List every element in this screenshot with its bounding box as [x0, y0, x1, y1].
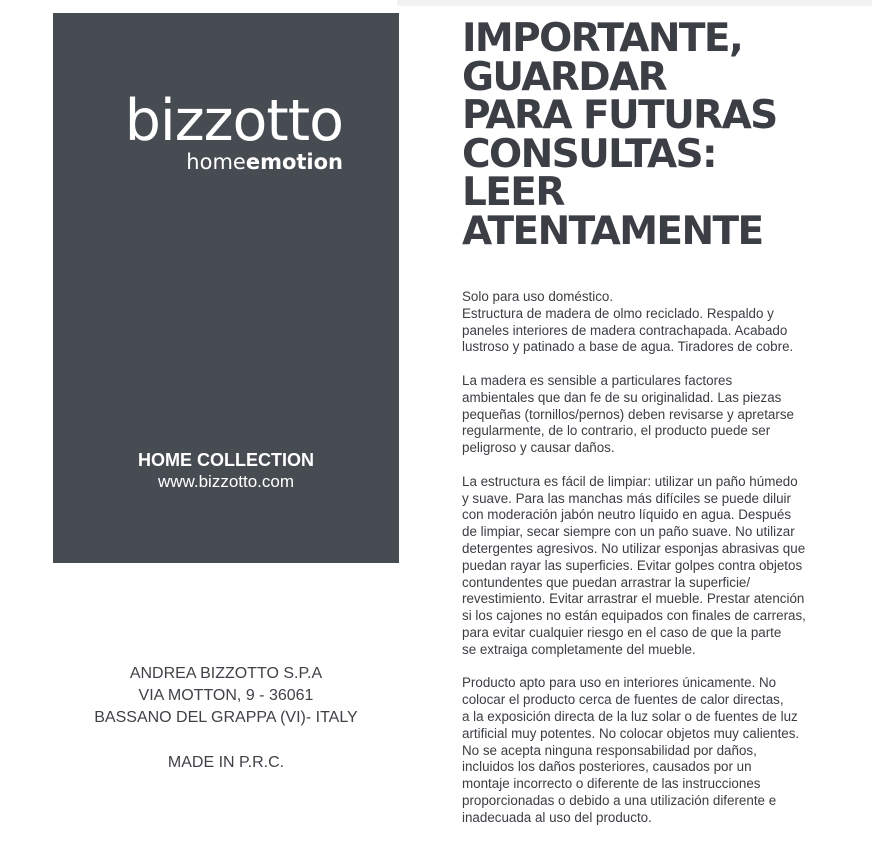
text-line: La madera es sensible a particulares factores [462, 372, 733, 388]
text-line: peligroso y causar daños. [462, 440, 615, 456]
subbrand-light: home [186, 150, 246, 174]
text-line: lustroso y patinado a base de agua. Tiradores de cobre. [462, 339, 794, 355]
collection-block [53, 449, 399, 493]
text-line: La estructura es fácil de limpiar: utilizar un paño húmedo [462, 473, 798, 489]
text-line: y suave. Para las manchas más difíciles se puede diluir [462, 490, 791, 506]
text-line: colocar el producto cerca de fuentes de calor directas, [462, 692, 784, 708]
heading-line: PARA FUTURAS [462, 93, 777, 138]
heading-line: GUARDAR [462, 54, 667, 100]
brand-name: bizzotto [124, 88, 343, 154]
text-line: de limpiar, secar siempre con un paño suave. No utilizar [462, 524, 795, 540]
website-link[interactable]: www.bizzotto.com [157, 472, 295, 491]
text-line: contundentes que puedan arrastrar la superficie/ [462, 574, 751, 590]
text-line: detergentes agresivos. No utilizar esponjas abrasivas que [462, 540, 806, 556]
paragraph-wood-care [462, 373, 862, 457]
address-line: VIA MOTTON, 9 - 36061 [138, 687, 314, 704]
address-line: ANDREA BIZZOTTO S.P.A [129, 665, 323, 682]
text-line: Estructura de madera de olmo reciclado. Respaldo y [462, 305, 774, 321]
text-line: No se acepta ninguna responsabilidad por daños, [462, 742, 757, 758]
paragraph-liability [462, 675, 862, 826]
address-line: BASSANO DEL GRAPPA (VI)- ITALY [94, 709, 358, 726]
heading-line: LEER [462, 170, 564, 215]
subbrand-bold: emotion [245, 150, 343, 174]
collection-title: HOME COLLECTION [138, 450, 314, 470]
text-line: se extraiga completamente del mueble. [462, 641, 696, 657]
text-line: Solo para uso doméstico. [462, 289, 614, 304]
text-line: montaje incorrecto o diferente de las instrucciones [462, 776, 761, 792]
text-line: a la exposición directa de la luz solar o de fuentes de luz [462, 708, 798, 724]
cover-panel [53, 13, 399, 563]
paragraph-usage [462, 289, 862, 356]
text-line: revestimiento. Evitar arrastrar el mueble. Prestar atención [462, 591, 805, 607]
paragraph-cleaning [462, 474, 862, 659]
text-line: incluidos los daños posteriores, causados por un [462, 759, 752, 775]
text-line: artificial muy potentes. No colocar objetos muy calientes. [462, 725, 800, 741]
text-line: pequeñas (tornillos/pernos) deben revisarse y apretarse [462, 406, 794, 422]
text-line: ambientales que dan fe de su originalidad. Las piezas [462, 389, 782, 405]
top-strip [397, 0, 872, 6]
text-line: Producto apto para uso en interiores únicamente. No [462, 675, 777, 691]
text-line: para evitar cualquier riesgo en el caso de que la parte [462, 624, 782, 640]
page-heading [462, 16, 862, 254]
text-line: inadecuada al uso del producto. [462, 809, 652, 825]
made-in-label: MADE IN P.R.C. [167, 754, 285, 771]
text-line: puedan rayar las superficies. Evitar golpes contra objetos [462, 557, 803, 573]
heading-line: CONSULTAS: [462, 131, 717, 177]
text-line: regularmente, de lo contrario, el producto puede ser [462, 423, 771, 439]
text-line: con moderación jabón neutro líquido en agua. Después [462, 507, 792, 523]
brand-logo [53, 88, 343, 175]
text-line: proporcionadas o debido a una utilización diferente e [462, 792, 777, 808]
instructions-body [462, 289, 862, 843]
heading-line: ATENTAMENTE [462, 208, 763, 254]
text-line: paneles interiores de madera contrachapada. Acabado [462, 322, 788, 338]
heading-line: IMPORTANTE, [462, 16, 743, 61]
text-line: si los cajones no están equipados con finales de carreras, [462, 608, 806, 624]
company-address [53, 663, 399, 729]
brand-subtitle [53, 149, 343, 175]
